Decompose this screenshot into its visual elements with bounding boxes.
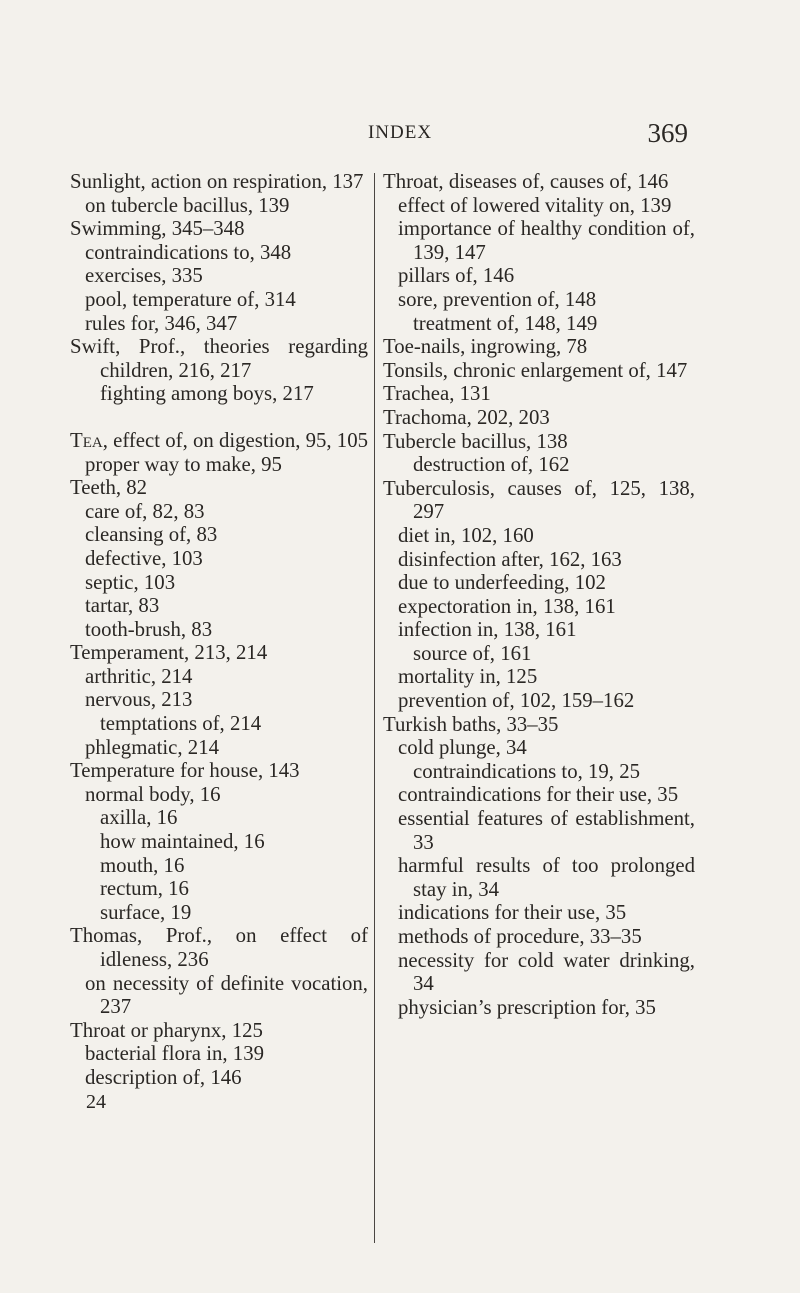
index-entry [70, 688, 368, 712]
index-entry [383, 170, 695, 194]
index-entry [383, 477, 695, 524]
index-entry [70, 170, 368, 194]
entry-text: pillars of, 146 [398, 264, 515, 288]
index-entry [383, 901, 695, 925]
index-entry [383, 642, 695, 666]
entry-text: Tubercle bacillus, 138 [383, 429, 568, 453]
entry-text: axilla, 16 [100, 806, 178, 830]
index-entry [70, 217, 368, 241]
entry-text: , effect of, on digestion, 95, 105 [102, 428, 369, 452]
entry-text: methods of procedure, 33–35 [398, 925, 642, 948]
entry-text: septic, 103 [85, 570, 176, 594]
index-entry [383, 382, 695, 406]
entry-text: rules for, 346, 347 [85, 311, 238, 335]
index-entry [70, 523, 368, 547]
entry-text: pool, temperature of, 314 [85, 287, 296, 311]
entry-text: expectoration in, 138, 161 [398, 594, 616, 618]
index-entry [70, 877, 368, 901]
running-head [0, 118, 800, 152]
entry-text: sore, prevention of, 148 [398, 287, 597, 311]
entry-text: bacterial flora in, 139 [85, 1042, 265, 1066]
index-column-left [70, 170, 368, 1114]
index-entry [70, 594, 368, 618]
index-entry [70, 806, 368, 830]
index-entry [70, 830, 368, 854]
index-entry [70, 641, 368, 665]
index-entry [383, 430, 695, 454]
page-title: INDEX [367, 122, 433, 143]
entry-text: importance of healthy condition of, 139, 147 [398, 217, 695, 264]
index-entry [383, 312, 695, 336]
index-entry [383, 689, 695, 713]
entry-text: contraindications to, 19, 25 [413, 759, 640, 783]
entry-text: exercises, 335 [85, 264, 203, 288]
entry-text: effect of lowered vitality on, 139 [398, 193, 672, 217]
index-entry [383, 359, 695, 383]
entry-text: treatment of, 148, 149 [413, 311, 598, 335]
index-entry [70, 854, 368, 878]
entry-text: Trachoma, 202, 203 [383, 405, 550, 429]
index-column-right [383, 170, 695, 1019]
index-entry [383, 288, 695, 312]
index-entry [70, 571, 368, 595]
entry-text: Tuberculosis, causes of, 125, 138, 297 [383, 476, 695, 524]
entry-text: Thomas, Prof., on effect of idleness, 236 [70, 924, 368, 971]
entry-text: tartar, 83 [85, 594, 160, 618]
index-entry [383, 335, 695, 359]
index-entry [383, 524, 695, 548]
index-entry [70, 288, 368, 312]
entry-text: fighting among boys, 217 [100, 382, 314, 406]
signature-mark: 24 [86, 1090, 106, 1113]
entry-text: Swimming, 345–348 [70, 217, 245, 241]
index-entry [70, 1042, 368, 1066]
entry-text: Temperature for house, 143 [70, 759, 300, 783]
index-entry [70, 547, 368, 571]
index-entry [70, 972, 368, 1019]
index-entry [70, 241, 368, 265]
entry-text: nervous, 213 [85, 688, 193, 712]
entry-text: Tonsils, chronic enlargement of, 147 [383, 358, 688, 382]
index-entry [70, 901, 368, 925]
index-entry [70, 736, 368, 760]
entry-text: Sunlight, action on respiration, 137 [70, 170, 364, 193]
index-entry [383, 807, 695, 854]
index-entry [383, 949, 695, 996]
index-entry [70, 500, 368, 524]
entry-text: temptations of, 214 [100, 712, 262, 736]
entry-text: on tubercle bacillus, 139 [85, 193, 290, 217]
index-entry [70, 312, 368, 336]
index-entry [70, 712, 368, 736]
index-entry [70, 1066, 368, 1090]
entry-text: Teeth, 82 [70, 476, 148, 500]
index-entry [70, 1019, 368, 1043]
index-entry [383, 194, 695, 218]
index-entry [383, 595, 695, 619]
index-entry [383, 571, 695, 595]
entry-text: physician’s prescription for, 35 [398, 995, 656, 1019]
index-entry [383, 618, 695, 642]
index-entry [70, 924, 368, 971]
index-entry [383, 783, 695, 807]
entry-text: Throat or pharynx, 125 [70, 1018, 263, 1042]
index-entry [383, 548, 695, 572]
index-entry [70, 335, 368, 382]
index-entry [383, 406, 695, 430]
index-entry [70, 665, 368, 689]
entry-text: phlegmatic, 214 [85, 735, 219, 759]
index-entry [70, 783, 368, 807]
entry-text: on necessity of definite vocation, 237 [85, 971, 368, 1019]
page-number: 369 [647, 118, 688, 148]
entry-text: rectum, 16 [100, 877, 189, 901]
entry-text: cleansing of, 83 [85, 523, 218, 547]
index-entry [383, 713, 695, 737]
entry-text: how maintained, 16 [100, 830, 265, 854]
entry-text: diet in, 102, 160 [398, 523, 534, 547]
entry-lead-word: Tea [70, 428, 103, 452]
entry-text: indications for their use, 35 [398, 901, 627, 925]
entry-text: necessity for cold water drinking, 34 [398, 948, 695, 996]
entry-text: Temperament, 213, 214 [70, 641, 268, 665]
entry-text: prevention of, 102, 159–162 [398, 689, 635, 713]
entry-text: contraindications to, 348 [85, 240, 292, 264]
index-entry [383, 854, 695, 901]
index-entry [383, 665, 695, 689]
index-entry [70, 429, 368, 453]
entry-text: mouth, 16 [100, 853, 185, 877]
entry-text: defective, 103 [85, 546, 203, 570]
index-entry [383, 996, 695, 1020]
entry-text: due to underfeeding, 102 [398, 571, 606, 595]
index-entry [383, 736, 695, 760]
entry-text: harmful results of too prolonged stay in, 34 [398, 854, 695, 901]
entry-text: Trachea, 131 [383, 382, 491, 406]
index-entry [70, 618, 368, 642]
index-entry [383, 264, 695, 288]
index-entry [383, 453, 695, 477]
entry-text: surface, 19 [100, 900, 192, 924]
index-entry [70, 264, 368, 288]
entry-text: contraindications for their use, 35 [398, 783, 679, 807]
entry-text: care of, 82, 83 [85, 499, 205, 523]
entry-text: proper way to make, 95 [85, 452, 282, 476]
entry-text: Throat, diseases of, causes of, 146 [383, 170, 669, 193]
entry-text: mortality in, 125 [398, 665, 538, 689]
index-entry [70, 476, 368, 500]
entry-text: description of, 146 [85, 1065, 242, 1089]
entry-text: normal body, 16 [85, 782, 221, 806]
entry-text: source of, 161 [413, 641, 532, 665]
entry-text: Turkish baths, 33–35 [383, 712, 559, 736]
entry-text: infection in, 138, 161 [398, 618, 577, 642]
index-entry [383, 217, 695, 264]
index-entry [383, 760, 695, 784]
entry-text: Swift, Prof., theories regarding children, 216, 217 [70, 335, 368, 382]
column-divider [374, 173, 375, 1243]
index-entry [70, 453, 368, 477]
index-entry [383, 925, 695, 949]
index-entry [70, 194, 368, 218]
entry-text: cold plunge, 34 [398, 736, 527, 760]
index-entry [70, 759, 368, 783]
entry-text: tooth-brush, 83 [85, 617, 213, 641]
entry-text: Toe-nails, ingrowing, 78 [383, 335, 588, 359]
index-entry [70, 382, 368, 406]
entry-text: essential features of establishment, 33 [398, 807, 695, 854]
entry-text: disinfection after, 162, 163 [398, 547, 622, 571]
entry-text: arthritic, 214 [85, 664, 193, 688]
entry-text: destruction of, 162 [413, 453, 570, 477]
